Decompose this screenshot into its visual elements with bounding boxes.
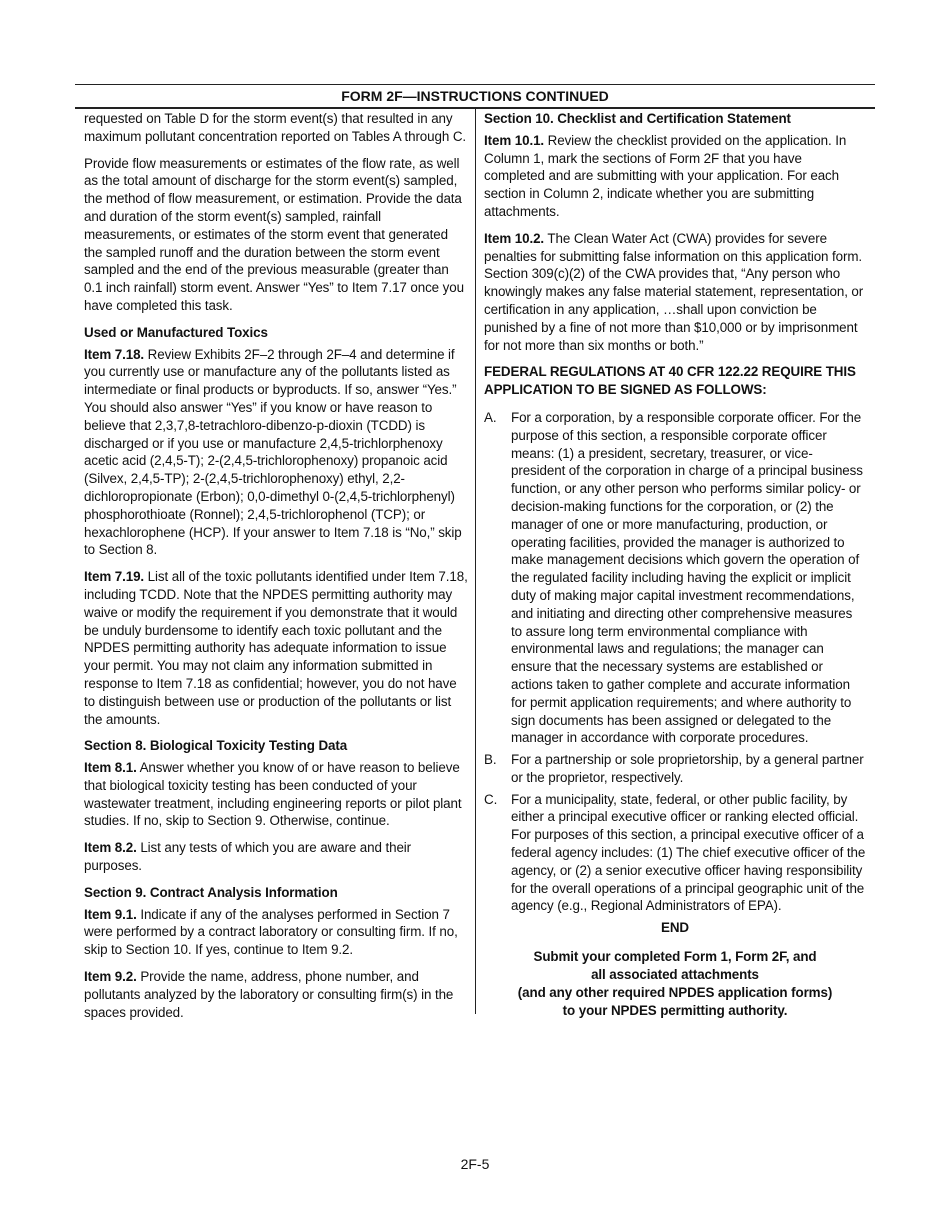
heading-used-manufactured-toxics: Used or Manufactured Toxics <box>84 324 268 340</box>
item-10-2-text: The Clean Water Act (CWA) provides for severe penalties for submitting false information on this application form. Section 309(c)(2) of the CWA provides that, “Any person who knowingly makes any false material statement, representation, or certification in any application, …shall upon conviction be punished by a fine of not more than $10,000 or by imprisonment for not more than six months or both.” <box>484 230 864 353</box>
list-item <box>484 409 866 747</box>
item-10-2-label: Item 10.2. <box>484 230 545 246</box>
heading-section-8: Section 8. Biological Toxicity Testing Data <box>84 738 348 754</box>
item-8-1-label: Item 8.1. <box>84 760 137 776</box>
item-7-18-label: Item 7.18. <box>84 346 145 362</box>
item-7-18-text: Review Exhibits 2F–2 through 2F–4 and determine if you currently use or manufacture any of the pollutants listed as intermediate or final products or byproducts. If so, answer “Yes.” You should also answer “Yes” if you know or have reason to believe that 2,3,7,8-tetrachloro-dibenzo-p-dioxin (TCDD) is discharged or if you use or manufacture 2,4,5-trichlorphenoxy acetic acid (2,4,5-T); 2-(2,4,5-trichlorophenoxy) propanoic acid (Silvex, 2,4,5-TP); 2-(2,4,5-trichlorophenoxy) ethyl, 2,2-dichloropropionate (Erbon); 0,0-dimethyl 0-(2,4,5-trichlorphenyl) phosphorothioate (Ronnel); 2,4,5-trichlorophenol (TCP); or hexachlorophene (HCP). If your answer to Item 7.18 is “No,” skip to Section 8. <box>84 346 462 558</box>
heading-section-10: Section 10. Checklist and Certification Statement <box>484 111 791 126</box>
continued-paragraph: requested on Table D for the storm event(s) that resulted in any maximum pollutant concentration reported on Tables A through C. <box>84 111 467 144</box>
item-8-1 <box>84 759 468 830</box>
page-number: 2F-5 <box>460 1156 490 1172</box>
submit-line: (and any other required NPDES application forms) <box>517 985 833 1001</box>
submit-line: to your NPDES permitting authority. <box>562 1003 788 1019</box>
submit-instructions <box>484 948 866 1020</box>
flow-measurements-paragraph: Provide flow measurements or estimates of the flow rate, as well as the total amount of discharge for the storm event(s) sampled, the method of flow measurement, or estimation. Provide the data and duration of the storm event(s) sampled, rainfall measurements, or estimates of the storm event that generated the sampled runoff and the duration between the storm event sampled and the end of the previous measurable (greater than 0.1 inch rainfall) storm event. Answer “Yes” to Item 7.17 once you have completed this task. <box>84 155 464 313</box>
submit-line: Submit your completed Form 1, Form 2F, and <box>533 949 817 965</box>
regulations-heading: FEDERAL REGULATIONS AT 40 CFR 122.22 REQUIRE THIS APPLICATION TO BE SIGNED AS FOLLOWS: <box>484 364 856 398</box>
list-item-letter: A. <box>484 409 497 425</box>
item-10-2 <box>484 230 866 355</box>
regulations-list <box>484 409 866 915</box>
item-10-1-label: Item 10.1. <box>484 132 545 148</box>
list-item-letter: C. <box>484 791 498 807</box>
item-8-2-label: Item 8.2. <box>84 840 137 856</box>
item-8-2 <box>84 839 468 875</box>
heading-section-9: Section 9. Contract Analysis Information <box>84 884 338 900</box>
item-7-19 <box>84 568 468 728</box>
submit-line: all associated attachments <box>591 967 759 983</box>
column-divider <box>475 108 476 1014</box>
item-7-19-label: Item 7.19. <box>84 569 145 585</box>
item-10-1 <box>484 132 866 221</box>
list-item-letter: B. <box>484 752 497 768</box>
right-column <box>484 110 866 1020</box>
page-title: FORM 2F—INSTRUCTIONS CONTINUED <box>75 84 875 109</box>
list-item-text: For a municipality, state, federal, or other public facility, by either a principal executive officer or ranking elected official. For purposes of this section, a principal executive officer of a federal agency includes: (1) The chief executive officer of the agency, or (2) a senior executive officer having responsibility for the overall operations of a principal geographic unit of the agency (e.g., Regional Administrators of EPA). <box>511 791 866 914</box>
item-9-1 <box>84 906 468 959</box>
left-column <box>84 110 468 1030</box>
list-item <box>484 751 866 787</box>
list-item-text: For a corporation, by a responsible corporate officer. For the purpose of this section, a responsible corporate officer means: (1) a president, secretary, treasurer, or vice-president of the corporation in charge of a principal business function, or any other person who performs similar policy- or decision-making functions for the corporation, or (2) the manager of one or more manufacturing, production, or operating facilities, provided the manager is authorized to make management decisions which govern the operation of the regulated facility including having the explicit or implicit duty of making major capital investment recommendations, and initiating and directing other comprehensive measures to assure long term environmental compliance with environmental laws and regulations; the manager can ensure that the necessary systems are established or actions taken to gather complete and accurate information for permit application requirements; and where authority to sign documents has been assigned or delegated to the manager in accordance with corporate procedures. <box>511 409 863 746</box>
item-7-19-text: List all of the toxic pollutants identified under Item 7.18, including TCDD. Note that the NPDES permitting authority may waive or modify the requirement if you demonstrate that it would be unduly burdensome to identify each toxic pollutant and the NPDES permitting authority has adequate information to issue your permit. You may not claim any information submitted in response to Item 7.18 as confidential; however, you do not have to distinguish between use or production of the pollutants or list the amounts. <box>84 569 468 727</box>
list-item <box>484 791 866 916</box>
item-10-1-text: Review the checklist provided on the application. In Column 1, mark the sections of Form 2F that you have completed and are submitting with your application. For each section in Column 2, indicate whether you are submitting attachments. <box>484 132 847 219</box>
item-9-1-text: Indicate if any of the analyses performed in Section 7 were performed by a contract laboratory or consulting firm. If no, skip to Section 10. If yes, continue to Item 9.2. <box>84 906 458 958</box>
item-9-2-text: Provide the name, address, phone number, and pollutants analyzed by the laboratory or consulting firm(s) in the spaces provided. <box>84 969 454 1020</box>
item-9-1-label: Item 9.1. <box>84 906 137 922</box>
item-9-2-label: Item 9.2. <box>84 969 137 985</box>
list-item-text: For a partnership or sole proprietorship, by a general partner or the proprietor, respectively. <box>511 752 864 785</box>
item-8-1-text: Answer whether you know of or have reason to believe that biological toxicity testing has been conducted of your wastewater treatment, including engineering reports or pilot plant studies. If no, skip to Section 9. Otherwise, continue. <box>84 760 462 829</box>
item-9-2 <box>84 968 468 1021</box>
item-8-2-text: List any tests of which you are aware and their purposes. <box>84 840 412 874</box>
end-label: END <box>661 920 689 936</box>
item-7-18 <box>84 346 468 560</box>
